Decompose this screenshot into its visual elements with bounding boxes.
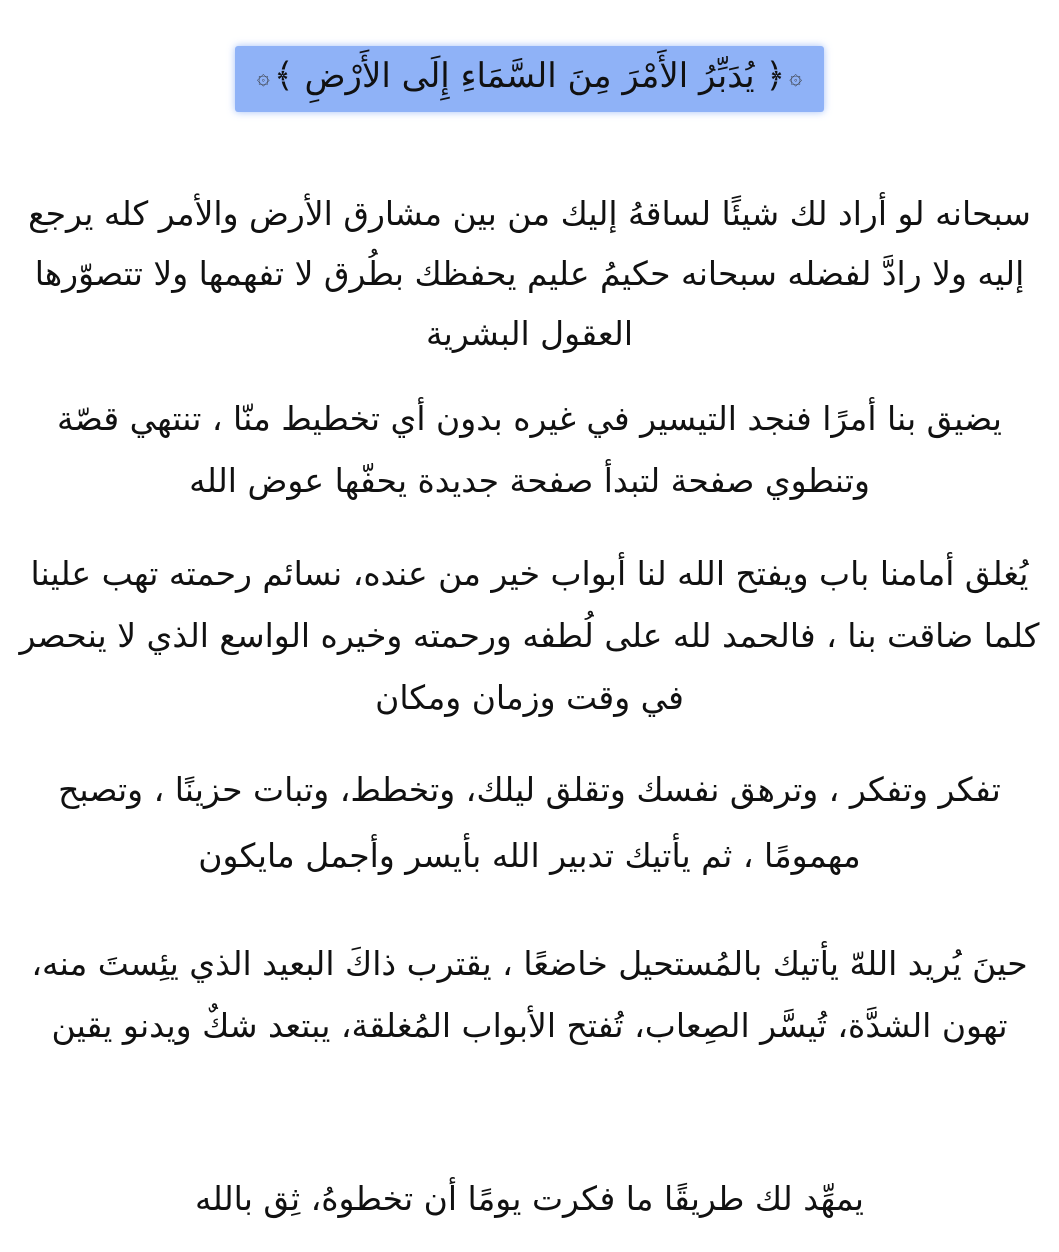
paragraph-3: يُغلق أمامنا باب ويفتح الله لنا أبواب خير من عنده، نسائم رحمته تهب علينا كلما ضاقت بنا ، فالحمد لله على لُطفه ورحمته وخيره الواسع الذي لا ينحصر في وقت وزمان ومكان <box>19 554 1040 717</box>
bracket-close: ﴾ <box>273 56 294 96</box>
rub-el-hizb-icon: ۞ <box>789 65 803 90</box>
bracket-open: ﴿ <box>765 56 786 96</box>
paragraph-2: يضيق بنا أمرًا فنجد التيسير في غيره بدون أي تخطيط منّا ، تنتهي قصّة وتنطوي صفحة لتبدأ صفحة جديدة يحفّها عوض الله <box>57 399 1002 500</box>
rub-el-hizb-icon: ۞ <box>256 65 270 90</box>
verse-highlight <box>235 46 824 112</box>
paragraph-5: حينَ يُريد اللهّ يأتيك بالمُستحيل خاضعًا ، يقترب ذاكَ البعيد الذي يئِستَ منه، تهون الشدَّة، تُيسَّر الصِعاب، تُفتح الأبواب المُغلقة، يبتعد شكٌ ويدنو يقين <box>31 944 1028 1045</box>
paragraph-6: يمهِّد لك طريقًا ما فكرت يومًا أن تخطوهُ، ثِق بالله <box>194 1179 864 1218</box>
paragraph-1: سبحانه لو أراد لك شيئًا لساقهُ إليك من بين مشارق الأرض والأمر كله يرجع إليه ولا رادَّ لفضله سبحانه حكيمُ عليم يحفظك بطُرق لا تفهمها ولا تتصوّرها العقول البشرية <box>28 194 1031 353</box>
verse-heading <box>0 46 1059 112</box>
paragraph-4: تفكر وتفكر ، وترهق نفسك وتقلق ليلك، وتخطط، وتبات حزينًا ، وتصبح مهمومًا ، ثم يأتيك تدبير الله بأيسر وأجمل مايكون <box>58 770 1001 875</box>
verse-text: يُدَبِّرُ الأَمْرَ مِنَ السَّمَاءِ إِلَى الأَرْضِ <box>304 56 755 96</box>
